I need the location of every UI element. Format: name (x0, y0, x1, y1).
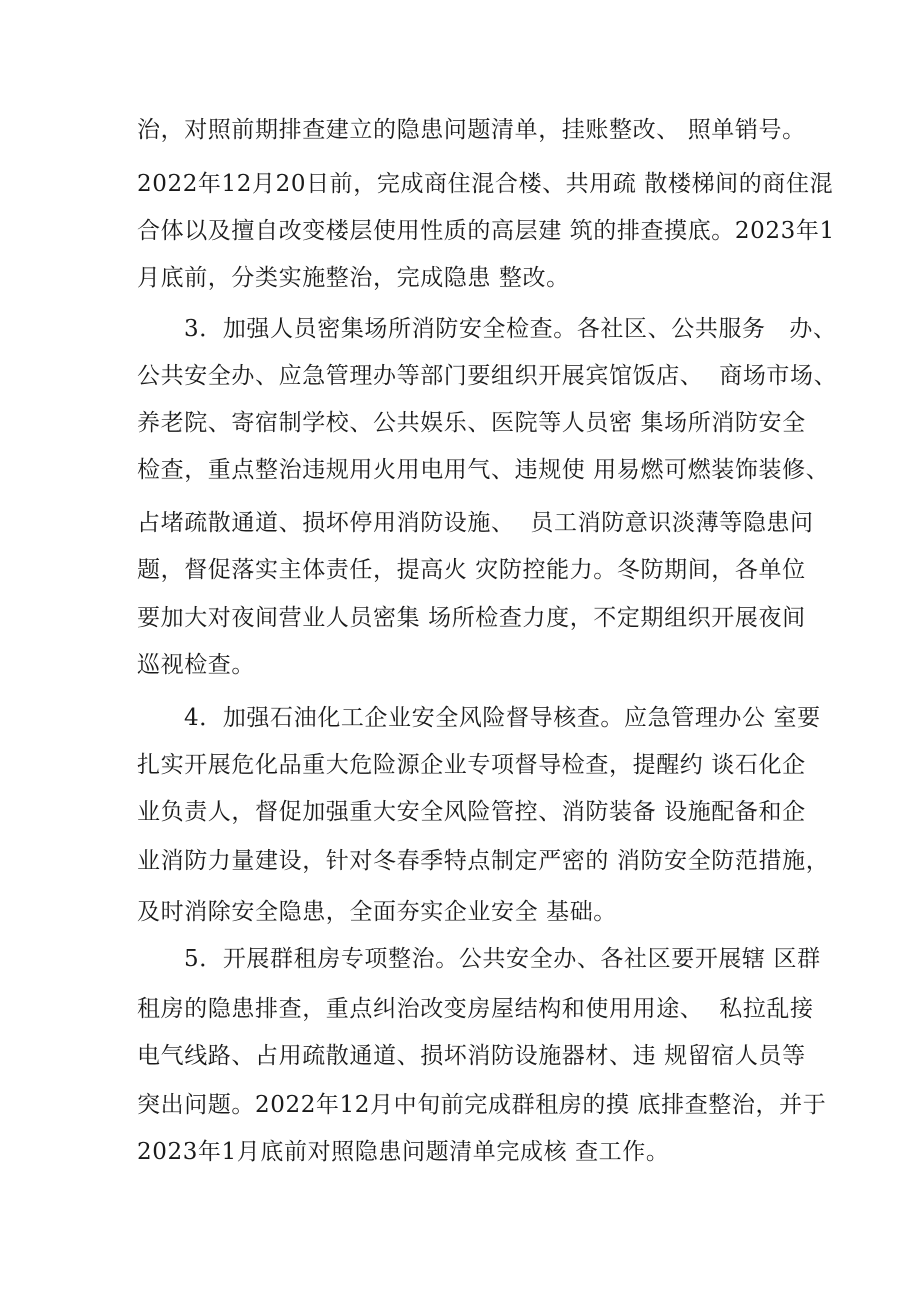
text-line: 月底前，分类实施整治，完成隐患 整改。 (137, 265, 570, 291)
text-line: 业负责人，督促加强重大安全风险管控、消防装备 设施配备和企 (137, 799, 806, 825)
text-line: 巡视检查。 (137, 652, 255, 678)
text-line: 检查，重点整治违规用火用电用气、违规使 用易燃可燃装饰装修、 (137, 457, 830, 483)
text-line: 公共安全办、应急管理办等部门要组织开展宾馆饭店、 商场市场、 (137, 363, 838, 389)
text-line: 养老院、寄宿制学校、公共娱乐、医院等人员密 集场所消防安全 (137, 410, 806, 436)
paragraph-3-start: 3．加强人员密集场所消防安全检查。各社区、公共服务 办、 (184, 316, 837, 342)
text-line: 题，督促落实主体责任，提高火 灾防控能力。冬防期间，各单位 (137, 557, 806, 583)
text-line: 扎实开展危化品重大危险源企业专项督导检查，提醒约 谈石化企 (137, 752, 806, 778)
text-line: 要加大对夜间营业人员密集 场所检查力度，不定期组织开展夜间 (137, 605, 806, 631)
text-line: 2023年1月底前对照隐患问题清单完成核 查工作。 (137, 1139, 670, 1165)
text-line: 治，对照前期排查建立的隐患问题清单，挂账整改、 照单销号。 (137, 117, 806, 143)
paragraph-5-start: 5．开展群租房专项整治。公共安全办、各社区要开展辖 区群 (184, 946, 821, 972)
text-line: 业消防力量建设，针对冬春季特点制定严密的 消防安全防范措施， (137, 848, 830, 874)
text-line: 2022年12月20日前，完成商住混合楼、共用疏 散楼梯间的商住混 (137, 171, 834, 197)
text-line: 电气线路、占用疏散通道、损坏消防设施器材、违 规留宿人员等 (137, 1043, 806, 1069)
text-line: 及时消除安全隐患，全面夯实企业安全 基础。 (137, 899, 617, 925)
paragraph-4-start: 4．加强石油化工企业安全风险督导核查。应急管理办公 室要 (184, 705, 821, 731)
text-line: 合体以及擅自改变楼层使用性质的高层建 筑的排查摸底。2023年1 (137, 218, 835, 244)
text-line: 突出问题。2022年12月中旬前完成群租房的摸 底排查整治，并于 (137, 1092, 827, 1118)
text-line: 占堵疏散通道、损坏停用消防设施、 员工消防意识淡薄等隐患问 (137, 510, 814, 536)
text-line: 租房的隐患排查，重点纠治改变房屋结构和使用用途、 私拉乱接 (137, 996, 814, 1022)
